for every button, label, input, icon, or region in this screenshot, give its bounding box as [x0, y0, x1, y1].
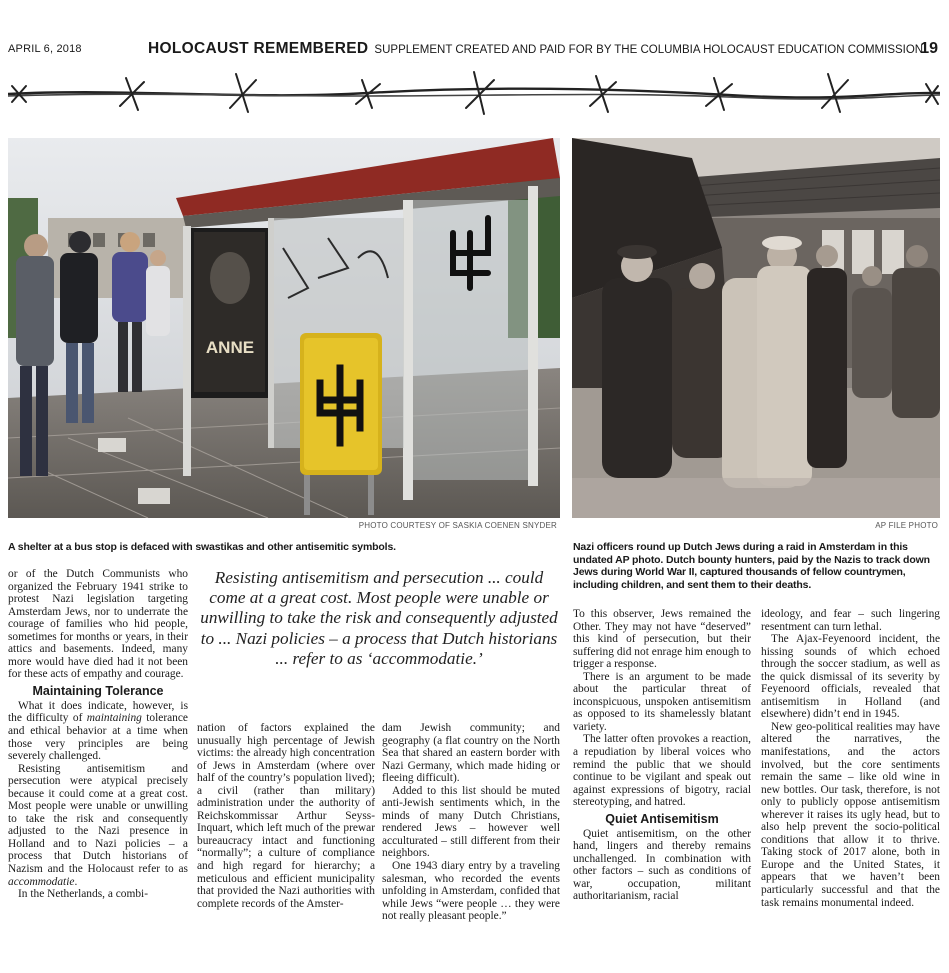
paragraph: The latter often provokes a reaction, a repudiation by liberal voices who remind the public that we should continue to be vigilant and speak out against expressions of bigotry, racial stereotyping, and hatred. [573, 733, 751, 809]
article-column-2 [197, 722, 375, 910]
pull-quote: Resisting antisemitism and persecution ... could come at a great cost. Most people were unable or unwilling to take the risk and consequently adjusted to ... Nazi policies – a process that Dutch historians ... refer to as ‘accommodatie.’ [200, 568, 558, 668]
paragraph: The Ajax-Feyenoord incident, the hissing sounds of which echoed through the soccer stadium, as well as the quick dismissal of its severity by Feyenoord officials, revealed that antisemitism in Holland (and elsewhere) didn’t end in 1945. [761, 633, 940, 721]
subheading-quiet-antisemitism: Quiet Antisemitism [605, 811, 719, 826]
roundup-archive-photo [572, 138, 940, 518]
page-header [8, 40, 940, 62]
right-photo-credit: AP FILE PHOTO [875, 521, 938, 530]
paragraph: Quiet antisemitism, on the other hand, lingers and thereby remains unchallenged. In combination with other factors – such as conditions of war, occupation, militant authoritarianism, racial [573, 827, 751, 903]
paragraph: dam Jewish community; and geography (a flat country on the North Sea that shared an eastern border with Nazi Germany, which made hiding or fleeing difficult). [382, 722, 560, 785]
header-title-line [148, 40, 923, 58]
section-subtitle: SUPPLEMENT CREATED AND PAID FOR BY THE COLUMBIA HOLOCAUST EDUCATION COMMISSION [374, 44, 924, 56]
article-column-5 [761, 608, 940, 909]
left-photo-caption: A shelter at a bus stop is defaced with swastikas and other antisemitic symbols. [8, 541, 396, 553]
paragraph: New geo-political realities may have altered the narratives, the manifestations, and the actors involved, but the core sentiments remain the same – like old wine in new bottles. Our task, therefore, is not only to publicly oppose antisemitism wherever it raises its ugly head, but to also help prevent the socio-political conditions that allow it to thrive. Taking stock of 2017 alone, both in Europe and the United States, it appears that we haven’t been particularly successful and that the task remains monumental indeed. [761, 720, 940, 909]
paragraph: ideology, and fear – such lingering resentment can turn lethal. [761, 608, 940, 633]
right-photo-caption: Nazi officers round up Dutch Jews during a raid in Amsterdam in this undated AP photo. Dutch bounty hunters, paid by the Nazis to track down Jews during World War II, captured thousands of fellow countrymen, including children, and sent them to their deaths. [573, 541, 930, 591]
section-title: HOLOCAUST REMEMBERED [148, 40, 369, 57]
left-photo-credit: PHOTO COURTESY OF SASKIA COENEN SNYDER [358, 521, 557, 530]
paragraph: or of the Dutch Communists who organized the February 1941 strike to protest Nazi legislation targeting Amsterdam Jews, nor to underrate the courage of families who hid people, sometimes for months or years, in their attics and basements. Indeed, many more would have died had it not been for these acts of empathy and courage. [8, 568, 188, 681]
page-number: 19 [920, 40, 938, 57]
subheading-maintaining-tolerance: Maintaining Tolerance [32, 683, 164, 698]
paragraph: One 1943 diary entry by a traveling salesman, who recorded the events unfolding in Amsterdam, confided that while Jews “were people … they were not really pleasant people.” [382, 860, 560, 923]
bus-shelter-photo [8, 138, 560, 518]
issue-date: APRIL 6, 2018 [8, 43, 82, 55]
paragraph: Resisting antisemitism and persecution were atypical precisely because it could come at a great cost. Most people were unable or unwilling to take the risk and consequently adjusted to the Nazi presence in Holland and to Nazi policies – a process that Dutch historians of Nazism and the Holocaust refer to as accommodatie. [8, 762, 188, 888]
article-column-4 [573, 608, 751, 903]
paragraph: In the Netherlands, a combi- [18, 888, 148, 901]
paragraph: nation of factors explained the unusually high percentage of Jewish victims: the already high concentration of Jews in Amsterdam (where over half of the country’s population lived); a civil (rather than military) administration under the authority of Reichskommissar Arthur Seyss-Inquart, which left much of the prewar bureaucracy intact and functioning “normally”; a culture of compliance and high regard for hierarchy; a meticulous and efficient municipality that provided the Nazi authorities with complete records of the Amster- [197, 722, 375, 910]
paragraph: Added to this list should be muted anti-Jewish sentiments which, in the minds of many Dutch Christians, rendered Jews – however well acculturated – still different from their neighbors. [382, 784, 560, 860]
article-column-1 [8, 568, 188, 901]
barbed-wire-illustration [8, 66, 940, 118]
paragraph: There is an argument to be made about the particular threat of inconspicuous, unspoken antisemitism as opposed to its shamelessly blatant variety. [573, 670, 751, 733]
paragraph: To this observer, Jews remained the Other. They may not have “deserved” this kind of persecution, but their suffering did not enrage him enough to trigger a response. [573, 608, 751, 671]
poster-title: ANNE [205, 338, 255, 357]
article-column-3 [382, 722, 560, 923]
paragraph: What it does indicate, however, is the difficulty of maintaining tolerance and ethical behavior at a time when those very principles are being severely challenged. [8, 699, 188, 763]
